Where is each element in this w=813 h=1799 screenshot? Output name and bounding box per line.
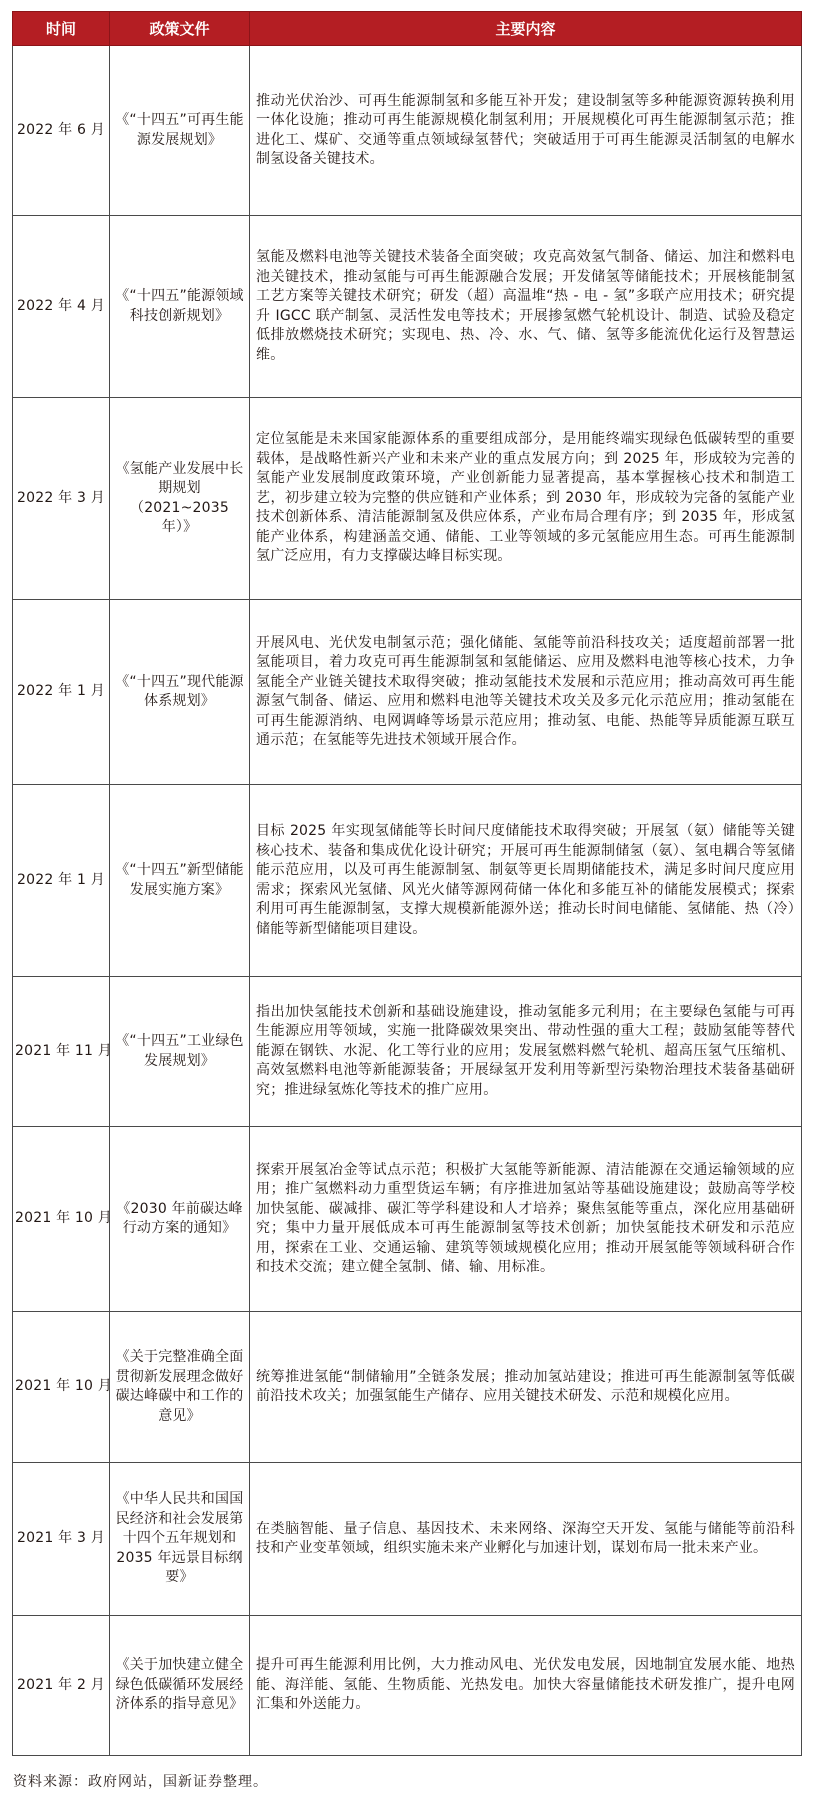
table-row — [13, 216, 802, 398]
table-row — [13, 977, 802, 1127]
table-row — [13, 1312, 802, 1463]
row-main-content: 探索开展氢冶金等试点示范；积极扩大氢能等新能源、清洁能源在交通运输领域的应用；推广氢燃料动力重型货运车辆；有序推进加氢站等基础设施建设；鼓励高等学校加快氢能、碳减排、碳汇等学科建设和人才培养；聚焦氢能等重点，深化应用基础研究；集中力量开展低成本可再生能源制氢等技术创新；加快氢能技术研发和示范应用，探索在工业、交通运输、建筑等领域规模化应用；推动开展氢能等领域科研合作和技术交流；建立健全氢制、储、输、用标准。 — [250, 1127, 802, 1312]
row-time: 2022 年 6 月 — [13, 46, 110, 216]
row-main-content: 在类脑智能、量子信息、基因技术、未来网络、深海空天开发、氢能与储能等前沿科技和产业变革领域，组织实施未来产业孵化与加速计划，谋划布局一批未来产业。 — [250, 1463, 802, 1616]
header-time: 时间 — [13, 12, 110, 46]
row-main-content: 提升可再生能源利用比例，大力推动风电、光伏发电发展，因地制宜发展水能、地热能、海洋能、氢能、生物质能、光热发电。加快大容量储能技术研发推广，提升电网汇集和外送能力。 — [250, 1616, 802, 1756]
source-note: 资料来源：政府网站，国新证券整理。 — [13, 1774, 268, 1790]
row-time: 2021 年 3 月 — [13, 1463, 110, 1616]
row-main-content: 氢能及燃料电池等关键技术装备全面突破；攻克高效氢气制备、储运、加注和燃料电池关键技术，推动氢能与可再生能源融合发展；开发储氢等储能技术；开展核能制氢工艺方案等关键技术研究；研发（超）高温堆“热 - 电 - 氢”多联产应用技术；研究提升 IGCC 联产制氢、灵活性发电等技术；开展掺氢燃气轮机设计、制造、试验及稳定低排放燃烧技术研究；实现电、热、冷、水、气、储、氢等多能流优化运行及智慧运维。 — [250, 216, 802, 398]
row-policy-document: 《关于加快建立健全绿色低碳循环发展经济体系的指导意见》 — [110, 1616, 250, 1756]
table-row — [13, 1463, 802, 1616]
row-policy-document: 《氢能产业发展中长期规划（2021~2035 年）》 — [110, 398, 250, 600]
row-main-content: 统筹推进氢能“制储输用”全链条发展；推动加氢站建设；推进可再生能源制氢等低碳前沿技术攻关；加强氢能生产储存、应用关键技术研发、示范和规模化应用。 — [250, 1312, 802, 1463]
table-header-row — [13, 12, 802, 46]
row-main-content: 定位氢能是未来国家能源体系的重要组成部分，是用能终端实现绿色低碳转型的重要载体，是战略性新兴产业和未来产业的重点发展方向；到 2025 年，形成较为完善的氢能产业发展制度政策环境，产业创新能力显著提高，基本掌握核心技术和制造工艺，初步建立较为完整的供应链和产业体系；到 2030 年，形成较为完备的氢能产业技术创新体系、清洁能源制氢及供应体系，产业布局合理有序；到 2035 年，形成氢能产业体系，构建涵盖交通、储能、工业等领域的多元氢能应用生态。可再生能源制氢广泛应用，有力支撑碳达峰目标实现。 — [250, 398, 802, 600]
row-main-content: 指出加快氢能技术创新和基础设施建设，推动氢能多元利用；在主要绿色氢能与可再生能源应用等领域，实施一批降碳效果突出、带动性强的重大工程；鼓励氢能等替代能源在钢铁、水泥、化工等行业的应用；发展氢燃料燃气轮机、超高压氢气压缩机、高效氢燃料电池等新能源装备；开展绿氢开发利用等新型污染物治理技术装备基础研究；推进绿氢炼化等技术的推广应用。 — [250, 977, 802, 1127]
table-row — [13, 1616, 802, 1756]
row-policy-document: 《“十四五”可再生能源发展规划》 — [110, 46, 250, 216]
row-main-content: 推动光伏治沙、可再生能源制氢和多能互补开发；建设制氢等多种能源资源转换利用一体化设施；推动可再生能源规模化制氢利用；开展规模化可再生能源制氢示范；推进化工、煤矿、交通等重点领域绿氢替代；突破适用于可再生能源灵活制氢的电解水制氢设备关键技术。 — [250, 46, 802, 216]
header-policy-document: 政策文件 — [110, 12, 250, 46]
row-policy-document: 《2030 年前碳达峰行动方案的通知》 — [110, 1127, 250, 1312]
table-row — [13, 1127, 802, 1312]
row-policy-document: 《中华人民共和国国民经济和社会发展第十四个五年规划和 2035 年远景目标纲要》 — [110, 1463, 250, 1616]
table-row — [13, 398, 802, 600]
table-row — [13, 600, 802, 785]
row-time: 2021 年 2 月 — [13, 1616, 110, 1756]
row-time: 2022 年 3 月 — [13, 398, 110, 600]
row-time: 2022 年 1 月 — [13, 600, 110, 785]
policy-table — [12, 11, 802, 1756]
row-policy-document: 《“十四五”工业绿色发展规划》 — [110, 977, 250, 1127]
row-policy-document: 《“十四五”现代能源体系规划》 — [110, 600, 250, 785]
row-main-content: 开展风电、光伏发电制氢示范；强化储能、氢能等前沿科技攻关；适度超前部署一批氢能项目，着力攻克可再生能源制氢和氢能储运、应用及燃料电池等核心技术，力争氢能全产业链关键技术取得突破；推动氢能技术发展和示范应用；推动高效可再生能源氢气制备、储运、应用和燃料电池等关键技术攻关及多元化示范应用；推动氢能在可再生能源消纳、电网调峰等场景示范应用；推动氢、电能、热能等异质能源互联互通示范；在氢能等先进技术领域开展合作。 — [250, 600, 802, 785]
row-main-content: 目标 2025 年实现氢储能等长时间尺度储能技术取得突破；开展氢（氨）储能等关键核心技术、装备和集成优化设计研究；开展可再生能源制储氢（氨）、氢电耦合等氢储能示范应用，以及可再生能源制氢、制氨等更长周期储能技术，满足多时间尺度应用需求；探索风光氢储、风光火储等源网荷储一体化和多能互补的储能发展模式；探索利用可再生能源制氢，支撑大规模新能源外送；推动长时间电储能、氢储能、热（冷）储能等新型储能项目建设。 — [250, 785, 802, 977]
row-policy-document: 《“十四五”能源领域科技创新规划》 — [110, 216, 250, 398]
row-time: 2021 年 10 月 — [13, 1127, 110, 1312]
row-time: 2021 年 10 月 — [13, 1312, 110, 1463]
row-policy-document: 《“十四五”新型储能发展实施方案》 — [110, 785, 250, 977]
table-row — [13, 785, 802, 977]
table-row — [13, 46, 802, 216]
header-main-content: 主要内容 — [250, 12, 802, 46]
row-time: 2021 年 11 月 — [13, 977, 110, 1127]
row-time: 2022 年 4 月 — [13, 216, 110, 398]
row-policy-document: 《关于完整准确全面贯彻新发展理念做好碳达峰碳中和工作的意见》 — [110, 1312, 250, 1463]
row-time: 2022 年 1 月 — [13, 785, 110, 977]
